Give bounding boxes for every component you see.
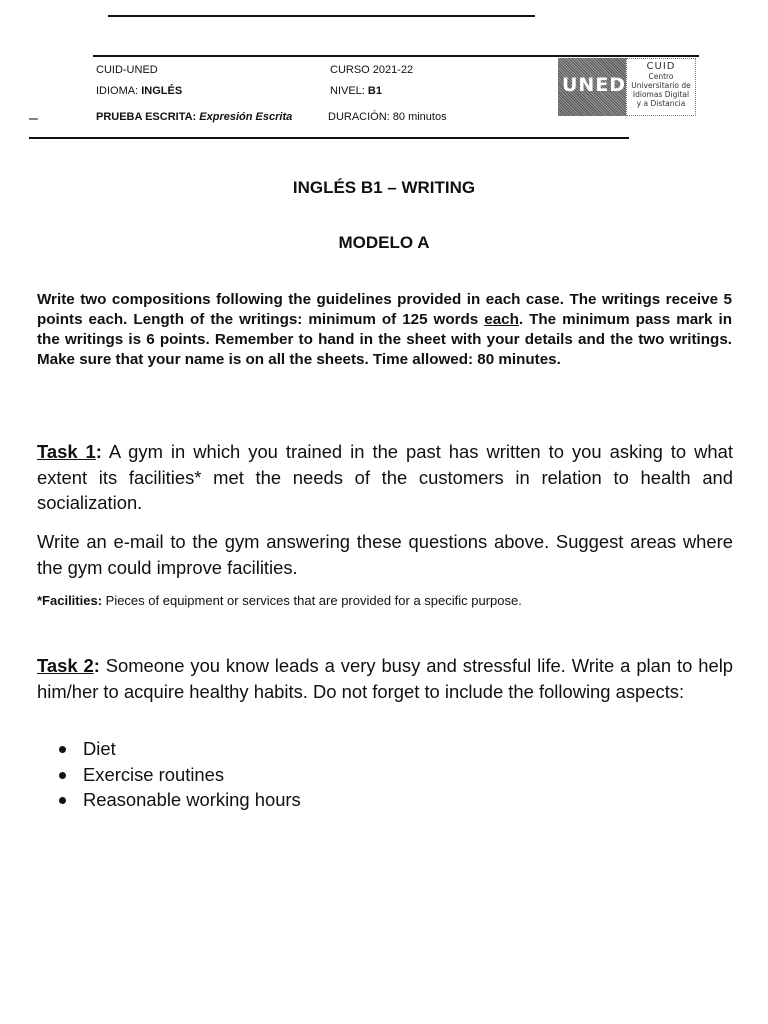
task2-prompt [37, 653, 733, 704]
exam-instructions [37, 290, 732, 370]
cuid-logo-line: y a Distancia [636, 99, 686, 108]
uned-logo-block [558, 58, 626, 116]
cuid-logo-name: CUID [646, 61, 676, 72]
task2-label: Task 2 [37, 655, 94, 676]
page-subtitle: MODELO A [338, 233, 430, 252]
header-bottom-rule [29, 137, 629, 139]
course-year: CURSO 2021-22 [330, 64, 414, 76]
institution-name: CUID-UNED [96, 64, 158, 76]
level-field [330, 85, 382, 98]
exam-type-field [96, 111, 292, 124]
task2-aspects-list [57, 736, 301, 813]
task1-colon: : [95, 441, 102, 462]
cuid-logo-line: Idiomas Digital [632, 90, 690, 99]
list-item: Diet [57, 736, 301, 762]
page-title: INGLÉS B1 – WRITING [292, 178, 476, 197]
cuid-logo-line: Universitario de [631, 81, 691, 90]
task1-label: Task 1 [37, 441, 96, 462]
footnote-definition: Pieces of equipment or services that are provided for a specific purpose. [102, 593, 522, 608]
cuid-logo-line: Centro [648, 72, 674, 81]
level-label: NIVEL: [330, 85, 365, 97]
margin-dash: – [29, 110, 38, 127]
task1-text: A gym in which you trained in the past has written to you asking to what extent its facilities* met the needs of the customers in relation to health and socialization. [37, 441, 733, 513]
language-value: INGLÉS [141, 85, 183, 97]
facilities-footnote [37, 593, 522, 608]
uned-logo-text: UNED [562, 74, 627, 96]
duration: DURACIÓN: 80 minutos [328, 111, 447, 123]
instructions-text-rest: . The minimum pass mark in the writings is 6 points. Remember to hand in the sheet with your details and the two writings. Make sure that your name is on all the sheets. Time allowed: 80 minutes. [37, 311, 732, 368]
instructions-text: Write two compositions following the guidelines provided in each case. The writings receive 5 points each. Length of the writings: minimum of 125 words [37, 291, 732, 328]
language-field [96, 85, 182, 98]
task1-instruction: Write an e-mail to the gym answering these questions above. Suggest areas where the gym could improve facilities. [37, 531, 733, 578]
task2-text: Someone you know leads a very busy and stressful life. Write a plan to help him/her to acquire healthy habits. Do not forget to include the following aspects: [37, 655, 734, 702]
exam-type-value: Expresión Escrita [199, 111, 293, 123]
task1-prompt [37, 439, 733, 516]
top-rule [108, 15, 535, 17]
task2-colon: : [93, 655, 100, 676]
instructions-emphasis: each [484, 311, 519, 328]
header-top-rule [93, 55, 699, 57]
exam-type-label: PRUEBA ESCRITA: [96, 111, 197, 123]
footnote-term: *Facilities: [37, 593, 103, 608]
language-label: IDIOMA: [96, 85, 139, 97]
uned-cuid-logo [558, 58, 696, 116]
level-value: B1 [367, 85, 382, 97]
list-item: Exercise routines [57, 762, 301, 788]
cuid-logo-block [626, 58, 696, 116]
list-item: Reasonable working hours [57, 787, 301, 813]
